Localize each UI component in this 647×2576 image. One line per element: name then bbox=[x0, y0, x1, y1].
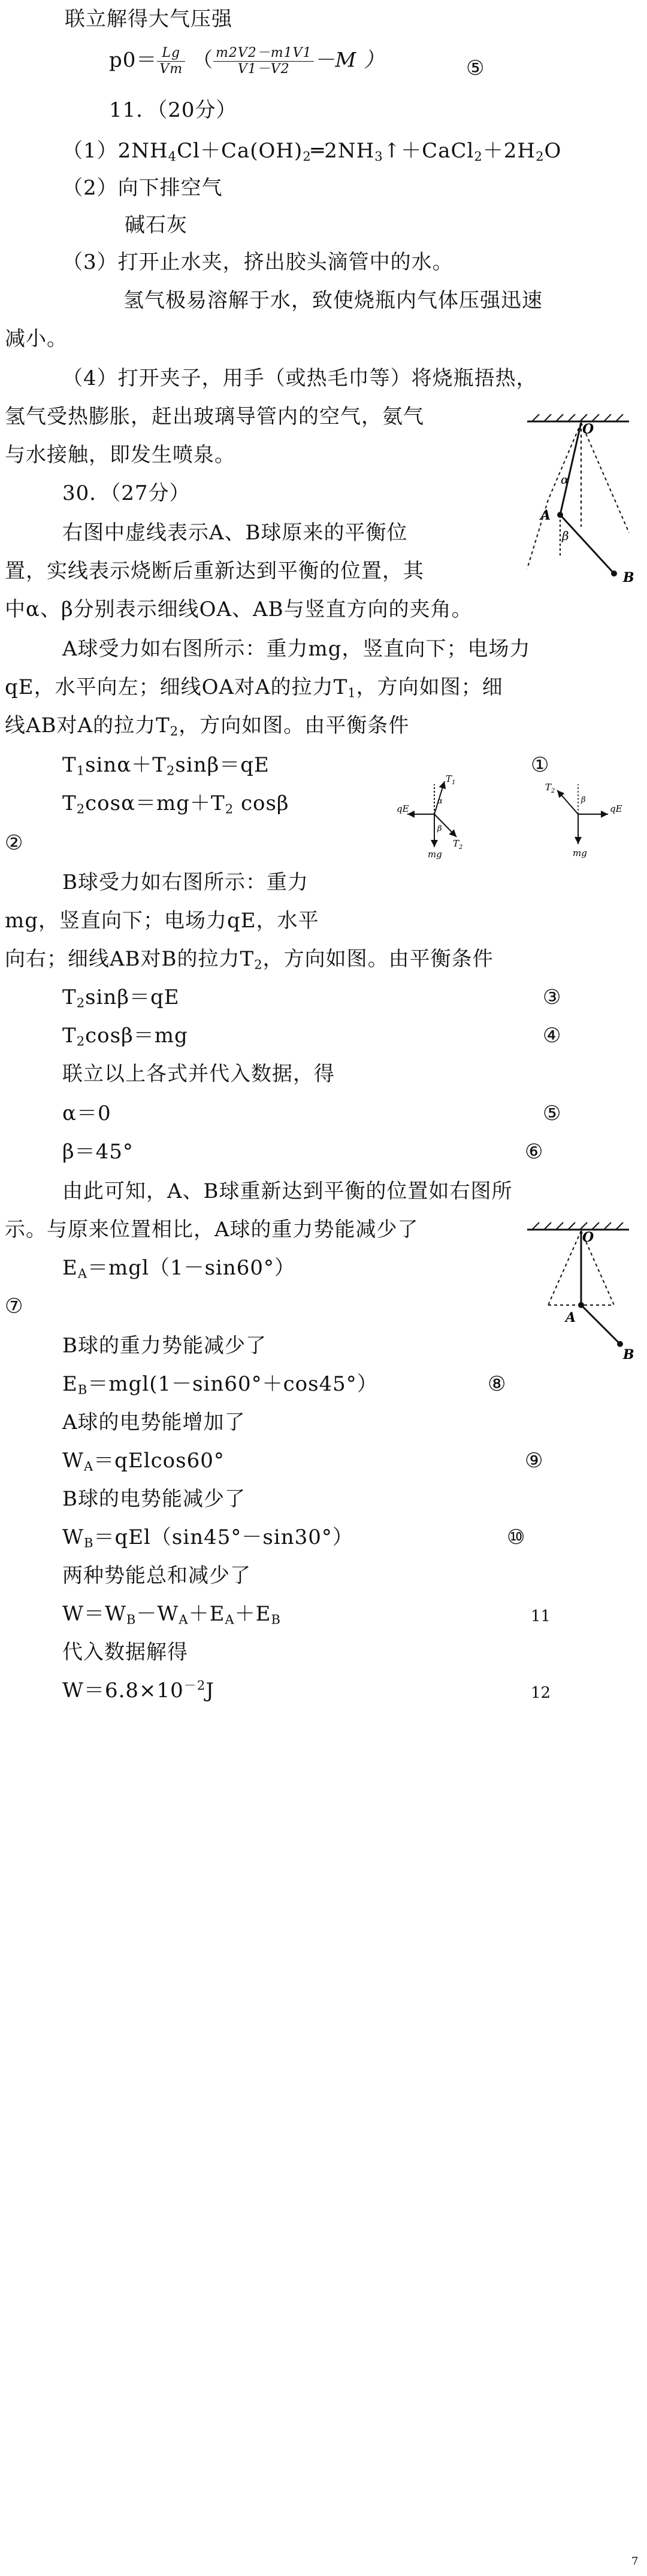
equation-6: β＝45° bbox=[62, 1140, 134, 1164]
equation-8: $E_B=mgl(1-\sin 60^\circ+\cos 45^\circ)$ bbox=[62, 1372, 378, 1397]
force-diagram-b bbox=[539, 772, 629, 862]
marker-6: ⑥ bbox=[525, 1140, 543, 1164]
equation-12: $W=6.8\times 10^{-2}J$ bbox=[62, 1677, 214, 1703]
label-t2-b: $T_2$ bbox=[545, 782, 555, 794]
svg-text:β: β bbox=[437, 824, 442, 833]
svg-text:α: α bbox=[437, 797, 443, 806]
q30-para5b: 示。与原来位置相比，A球的重力势能减少了 bbox=[5, 1218, 419, 1242]
q11-part4a: （4）打开夹子，用手（或热毛巾等）将烧瓶捂热， bbox=[62, 366, 537, 390]
q30-para4: 联立以上各式并代入数据，得 bbox=[62, 1062, 335, 1086]
marker-8: ⑧ bbox=[488, 1372, 506, 1396]
label-mg: mg bbox=[428, 849, 442, 860]
marker-3: ③ bbox=[543, 985, 561, 1009]
q11-part3b: 氢气极易溶解于水，致使烧瓶内气体压强迅速 bbox=[123, 289, 543, 312]
marker-7: ⑦ bbox=[5, 1294, 23, 1318]
label-t2: $T_2$ bbox=[453, 838, 463, 851]
label-a: A bbox=[540, 508, 551, 523]
equation-10: $W_B=qEl(\sin 45^\circ-\sin 30^\circ)$ bbox=[62, 1525, 353, 1551]
dashed-oa bbox=[548, 423, 581, 500]
q30-para1b: 置，实线表示烧断后重新达到平衡的位置，其 bbox=[5, 559, 424, 583]
pendulum-figure-original bbox=[515, 413, 641, 587]
arrow-t2-b bbox=[557, 790, 578, 814]
q30-para2b: qE，水平向左；细线OA对A的拉力$T_1$，方向如图；细 bbox=[5, 675, 503, 700]
label-qe-b: qE bbox=[610, 803, 622, 814]
q30-para3a: B球受力如右图所示：重力 bbox=[62, 870, 309, 894]
marker-12: 12 bbox=[531, 1684, 551, 1702]
label-beta: β bbox=[562, 529, 569, 543]
label-o: O bbox=[582, 421, 594, 437]
q30-para3b: mg，竖直向下；电场力qE，水平 bbox=[5, 909, 319, 933]
marker-10: ⑩ bbox=[507, 1525, 525, 1549]
q11-part2a: （2）向下排空气 bbox=[62, 176, 223, 200]
q30-para7: A球的电势能增加了 bbox=[62, 1410, 246, 1434]
svg-text:O: O bbox=[582, 1230, 594, 1245]
line-conclusion: 联立解得大气压强 bbox=[65, 7, 232, 31]
page-number: 7 bbox=[631, 2555, 639, 2568]
label-mg-b: mg bbox=[573, 848, 587, 858]
svg-text:B: B bbox=[623, 1347, 634, 1363]
q30-para6: B球的重力势能减少了 bbox=[62, 1334, 267, 1358]
q30-para1a: 右图中虚线表示A、B球原来的平衡位 bbox=[62, 521, 408, 545]
equation-3: $T_2\sin\beta=qE$ bbox=[62, 985, 180, 1011]
string-oa bbox=[560, 423, 581, 515]
equation-2: $T_2\cos\alpha=mg+T_2$ cosβ bbox=[62, 791, 289, 817]
equation-11: $W=W_B-W_A+E_A+E_B$ bbox=[62, 1602, 281, 1627]
marker-5: ⑤ bbox=[543, 1102, 561, 1125]
string-ab-new bbox=[581, 1305, 620, 1344]
q11-part1: $(1)2NH_4Cl+Ca(OH)_2═2NH_3↑+CaCl_2+2H_2O$ bbox=[62, 139, 562, 164]
equation-4: $T_2\cos\beta=mg$ bbox=[62, 1024, 188, 1049]
pendulum-figure-new bbox=[515, 1221, 641, 1377]
q30-para8: B球的电势能减少了 bbox=[62, 1487, 246, 1511]
label-b: B bbox=[623, 570, 634, 585]
q30-para1c: 中α、β分别表示细线OA、AB与竖直方向的夹角。 bbox=[5, 597, 473, 621]
q11-heading: 11．（20分） bbox=[109, 98, 237, 122]
svg-text:A: A bbox=[566, 1310, 576, 1325]
dashed-right bbox=[581, 423, 629, 533]
ball-b bbox=[611, 571, 617, 577]
label-qe: qE bbox=[397, 803, 409, 814]
q11-part3c: 减小。 bbox=[5, 327, 68, 351]
ceiling-hatch bbox=[532, 414, 623, 421]
fraction-lg-vm: $\frac{Lg}{Vm}$ bbox=[157, 45, 185, 77]
equation-5: α＝0 bbox=[62, 1102, 111, 1125]
q11-part2b: 碱石灰 bbox=[125, 213, 188, 237]
q30-para2a: A球受力如右图所示：重力mg，竖直向下；电场力 bbox=[62, 637, 531, 661]
formula-p0: p0＝ $\frac{Lg}{Vm}$ （ $\frac{m2V2-m1V1}{V1-V2}$ －M ） bbox=[109, 45, 385, 77]
marker-4: ④ bbox=[543, 1024, 561, 1048]
fraction-mass-volume: $\frac{m2V2-m1V1}{V1-V2}$ bbox=[213, 45, 315, 77]
q11-part4b: 氢气受热膨胀，赶出玻璃导管内的空气，氨气 bbox=[5, 405, 424, 429]
q30-heading: 30．（27分） bbox=[62, 481, 191, 505]
marker-5a: ⑤ bbox=[466, 56, 485, 80]
label-t1: $T_1$ bbox=[446, 773, 456, 786]
force-diagram-a bbox=[395, 772, 479, 862]
marker-1: ① bbox=[531, 753, 549, 777]
svg-text:β: β bbox=[581, 796, 586, 805]
label-alpha: α bbox=[561, 472, 569, 487]
marker-9: ⑨ bbox=[525, 1449, 543, 1473]
equation-7: $E_A=mgl(1-\sin 60^\circ)$ bbox=[62, 1256, 296, 1281]
q11-part4c: 与水接触，即发生喷泉。 bbox=[5, 443, 235, 467]
ceiling-hatch-2 bbox=[532, 1222, 623, 1230]
q30-para9: 两种势能总和减少了 bbox=[62, 1564, 251, 1588]
q11-part3a: （3）打开止水夹，挤出胶头滴管中的水。 bbox=[62, 250, 453, 274]
equation-1: $T_1\sin\alpha+T_2\sin\beta=qE$ bbox=[62, 753, 270, 778]
marker-11: 11 bbox=[531, 1607, 551, 1625]
equation-9: $W_A=qElcos60^\circ$ bbox=[62, 1449, 225, 1474]
q30-para2c: 线AB对A的拉力$T_2$，方向如图。由平衡条件 bbox=[5, 714, 410, 739]
string-ab bbox=[560, 515, 614, 574]
q30-para5a: 由此可知，A、B球重新达到平衡的位置如右图所 bbox=[62, 1179, 513, 1203]
q30-para3c: 向右；细线AB对B的拉力$T_2$，方向如图。由平衡条件 bbox=[5, 947, 494, 972]
marker-2: ② bbox=[5, 831, 23, 855]
q30-para10: 代入数据解得 bbox=[62, 1640, 188, 1664]
